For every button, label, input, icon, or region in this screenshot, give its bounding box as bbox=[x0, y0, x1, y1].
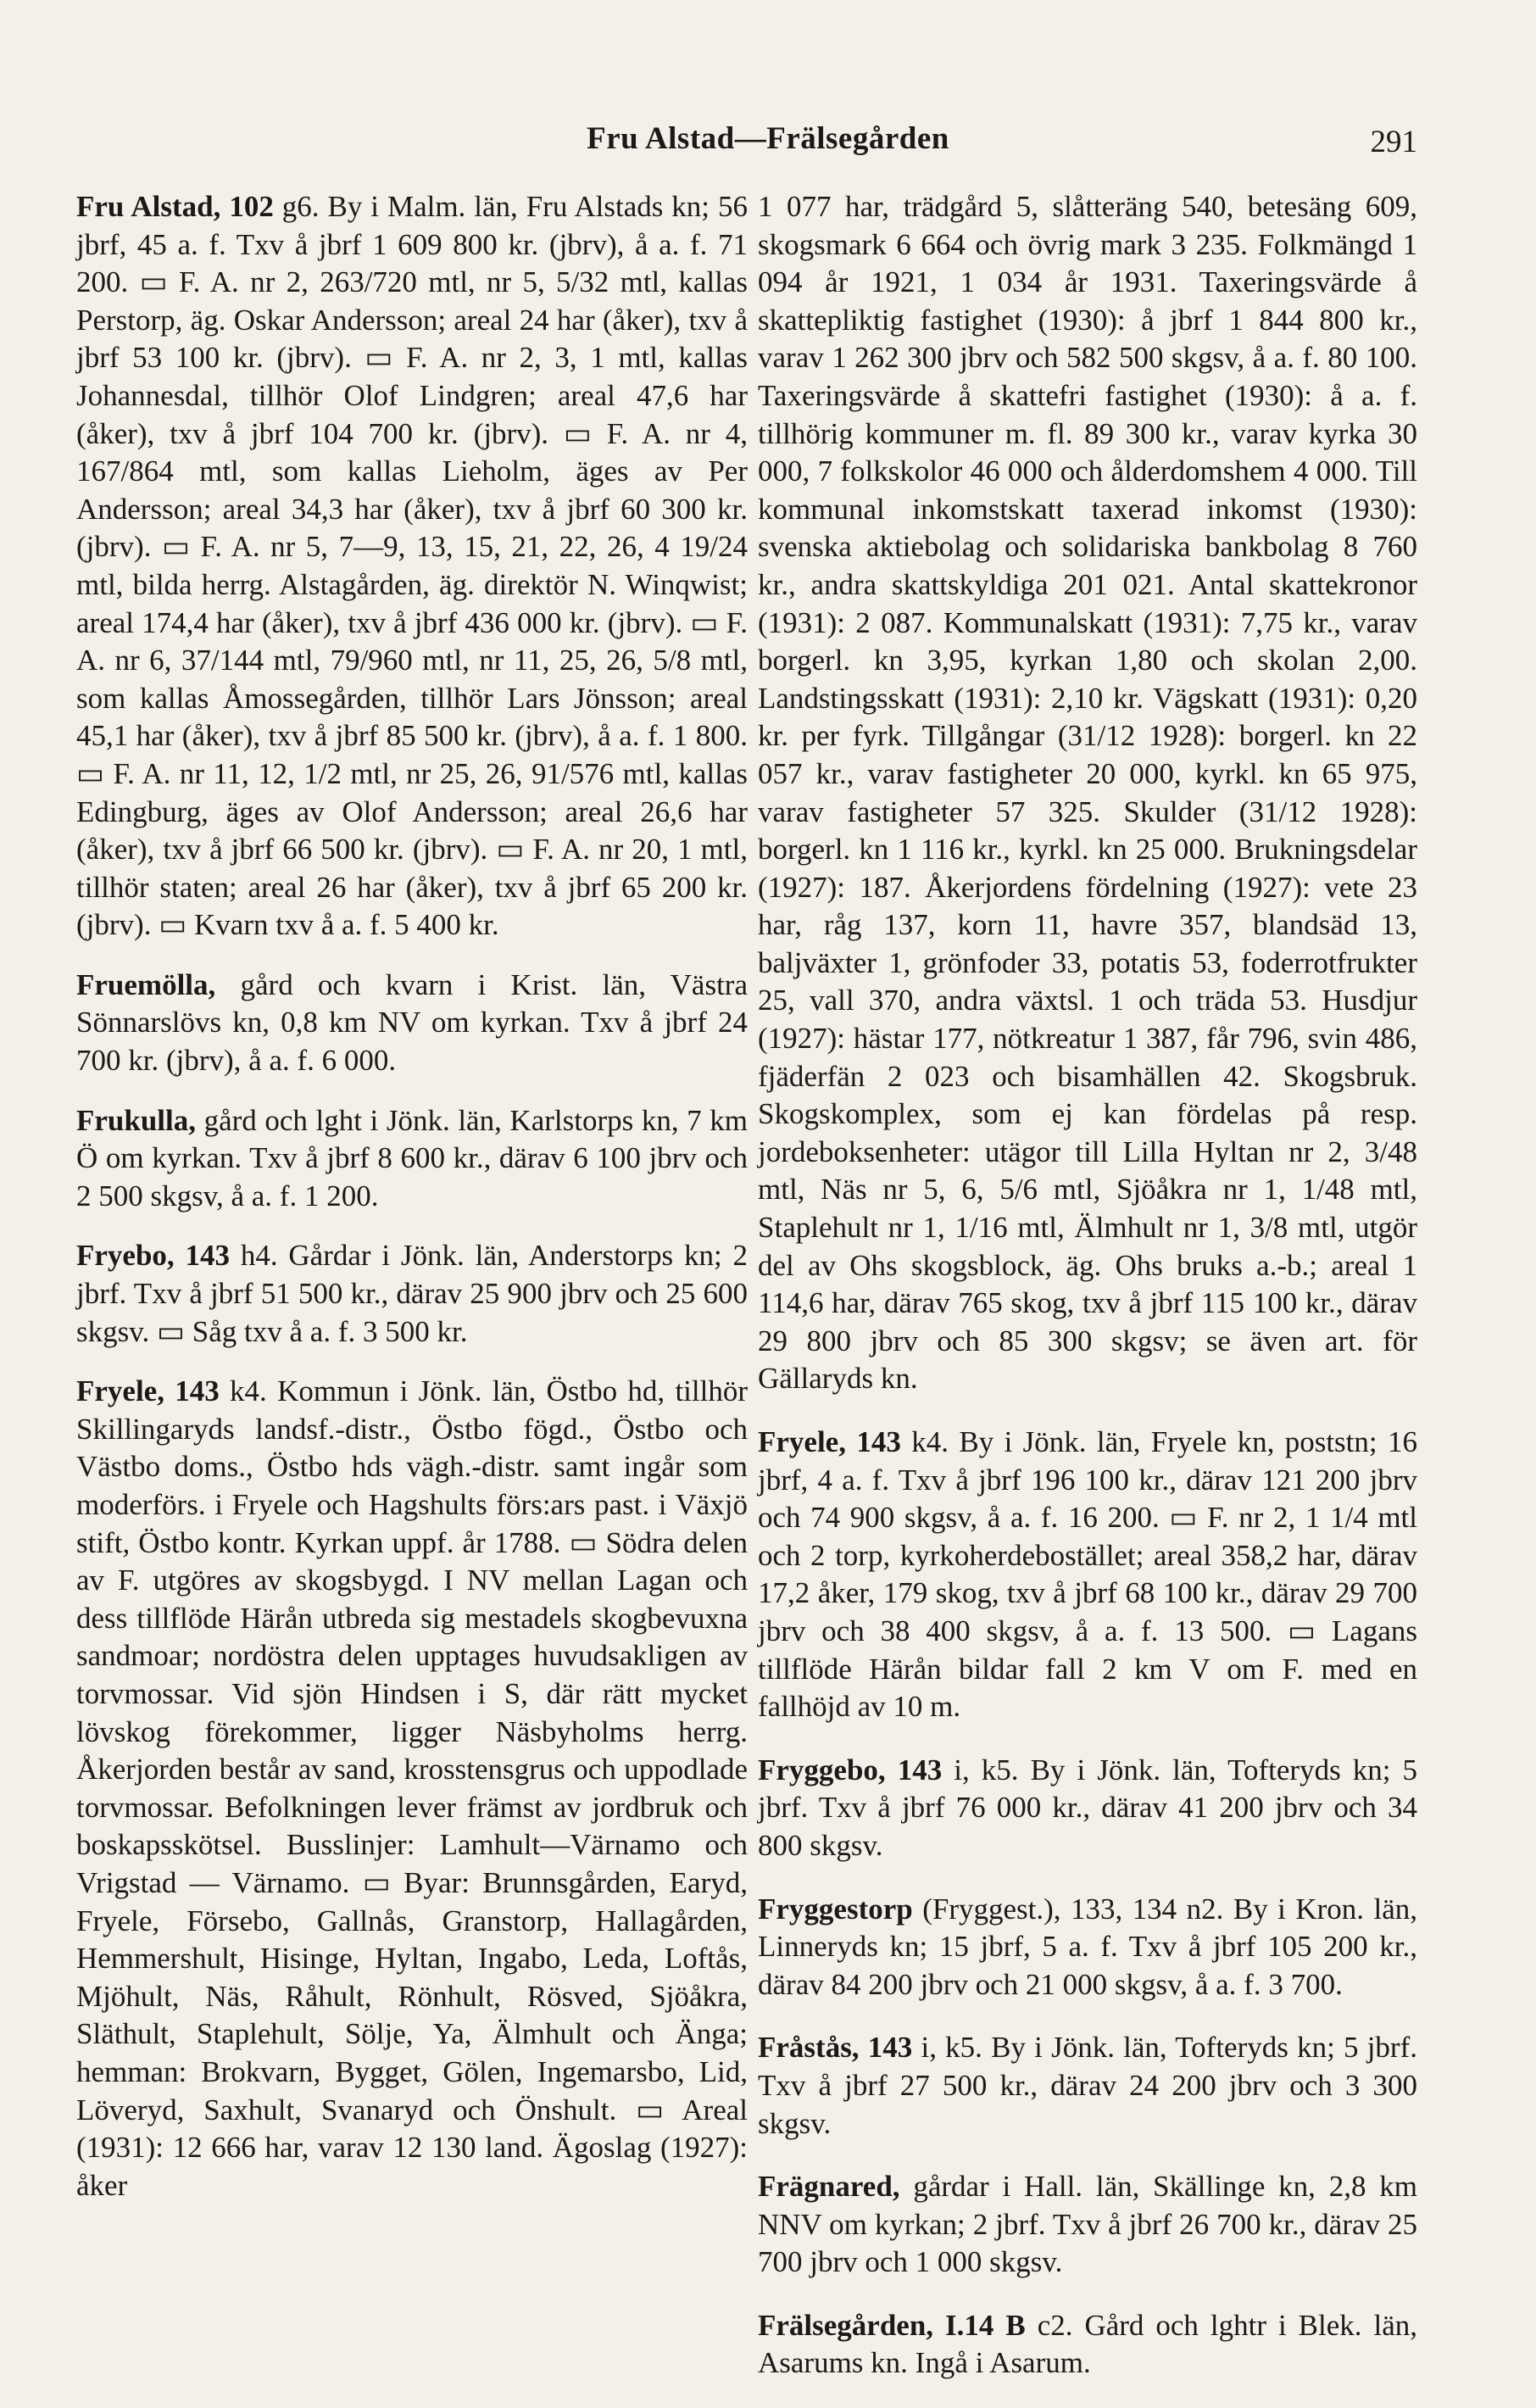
entry-fryele bbox=[76, 1373, 748, 2205]
entry-fru-alstad bbox=[76, 188, 748, 945]
entry-fryele-continued bbox=[758, 188, 1417, 1398]
entry-fryggebo bbox=[758, 1752, 1417, 1865]
entry-headword: Fryggestorp bbox=[758, 1892, 913, 1926]
left-column bbox=[76, 188, 748, 2227]
entry-text: g6. By i Malm. län, Fru Alstads kn; 56 jbrf, 45 a. f. Txv å jbrf 1 609 800 kr. (jbrv), å a. f. 71 200. ▭ F. A. nr 2, 263/720 mtl, nr 5, 5/32 mtl, kallas Perstorp, äg. Oskar Andersson; areal 24 har (åker), txv å jbrf 53 100 kr. (jbrv). ▭ F. A. nr 2, 3, 1 mtl, kallas Johannesdal, tillhör Olof Lindgren; areal 47,6 har (åker), txv å jbrf 104 700 kr. (jbrv). ▭ F. A. nr 4, 167/864 mtl, som kallas Lieholm, äges av Per Andersson; areal 34,3 har (åker), txv å jbrf 60 300 kr. (jbrv). ▭ F. A. nr 5, 7—9, 13, 15, 21, 22, 26, 4 19/24 mtl, bilda herrg. Alstagården, äg. direktör N. Winqwist; areal 174,4 har (åker), txv å jbrf 436 000 kr. (jbrv). ▭ F. A. nr 6, 37/144 mtl, 79/960 mtl, nr 11, 25, 26, 5/8 mtl, som kallas Åmossegården, tillhör Lars Jönsson; areal 45,1 har (åker), txv å jbrf 85 500 kr. (jbrv), å a. f. 1 800. ▭ F. A. nr 11, 12, 1/2 mtl, nr 25, 26, 91/576 mtl, kallas Edingburg, äges av Olof Andersson; areal 26,6 har (åker), txv å jbrf 66 500 kr. (jbrv). ▭ F. A. nr 20, 1 mtl, tillhör staten; areal 26 har (åker), txv å jbrf 65 200 kr. (jbrv). ▭ Kvarn txv å a. f. 5 400 kr. bbox=[76, 190, 748, 942]
entry-text: gårdar i Hall. län, Skällinge kn, 2,8 km NNV om kyrkan; 2 jbrf. Txv å jbrf 26 700 kr., därav 25 700 jbrv och 1 000 skgsv. bbox=[758, 2170, 1417, 2279]
entry-headword: Fryebo, 143 bbox=[76, 1239, 230, 1273]
entry-text: k4. By i Jönk. län, Fryele kn, poststn; 16 jbrf, 4 a. f. Txv å jbrf 196 100 kr., därav 121 200 jbrv och 74 900 skgsv, å a. f. 16 200. ▭ F. nr 2, 1 1/4 mtl och 2 torp, kyrkoherdebostället; areal 358,2 har, därav 17,2 åker, 179 skog, txv å jbrf 68 100 kr., därav 29 700 jbrv och 38 400 skgsv, å a. f. 13 500. ▭ Lagans tillflöde Härån bildar fall 2 km V om F. med en fallhöjd av 10 m. bbox=[758, 1425, 1417, 1724]
entry-headword: Fru Alstad, 102 bbox=[76, 190, 274, 223]
entry-headword: Fryele, 143 bbox=[758, 1425, 901, 1458]
entry-fryggestorp bbox=[758, 1891, 1417, 2004]
entry-text: (Fryggest.), 133, 134 n2. By i Kron. län, Linneryds kn; 15 jbrf, 5 a. f. Txv å jbrf 105 200 kr., därav 84 200 jbrv och 21 000 skgsv, å a. f. 3 700. bbox=[758, 1892, 1417, 2001]
entry-headword: Fruemölla, bbox=[76, 967, 216, 1001]
entry-fralsegarden bbox=[758, 2307, 1417, 2383]
entry-headword: Fryele, 143 bbox=[76, 1374, 220, 1408]
entry-text: k4. Kommun i Jönk. län, Östbo hd, tillhör Skillingaryds landsf.-distr., Östbo fögd., Östbo och Västbo doms., Östbo hds vägh.-distr. samt ingår som moderförs. i Fryele och Hagshults förs:ars past. i Växjö stift, Östbo kontr. Kyrkan uppf. år 1788. ▭ Södra delen av F. utgöres av skogsbygd. I NV mellan Lagan och dess tillflöde Härån utbreda sig mestadels skogbevuxna sandmoar; nordöstra delen upptages huvudsakligen av torvmossar. Vid sjön Hindsen i S, där rätt mycket lövskog förekommer, ligger Näsbyholms herrg. Åkerjorden består av sand, krosstensgrus och uppodlade torvmossar. Befolkningen lever främst av jordbruk och boskapsskötsel. Busslinjer: Lamhult—Värnamo och Vrigstad — Värnamo. ▭ Byar: Brunnsgården, Earyd, Fryele, Försebo, Gallnås, Granstorp, Hallagården, Hemmershult, Hisinge, Hyltan, Ingabo, Leda, Loftås, Mjöhult, Näs, Råhult, Rönhult, Rösved, Sjöåkra, Släthult, Staplehult, Sölje, Ya, Älmhult och Änga; hemman: Brokvarn, Bygget, Gölen, Ingemarsbo, Lid, Löveryd, Saxhult, Svanaryd och Önshult. ▭ Areal (1931): 12 666 har, varav 12 130 land. Ägoslag (1927): åker bbox=[76, 1374, 748, 2202]
entry-fryele-village bbox=[758, 1424, 1417, 1726]
entry-frukulla bbox=[76, 1102, 748, 1216]
entry-frastas bbox=[758, 2029, 1417, 2143]
entry-fragnared bbox=[758, 2168, 1417, 2282]
running-header: Fru Alstad—Frälsegården bbox=[587, 121, 949, 156]
entry-text: h4. Gårdar i Jönk. län, Anderstorps kn; 2 jbrf. Txv å jbrf 51 500 kr., därav 25 900 jbrv och 25 600 skgsv. ▭ Såg txv å a. f. 3 500 kr. bbox=[76, 1239, 748, 1348]
entry-headword: Frukulla, bbox=[76, 1103, 197, 1137]
entry-text: gård och lght i Jönk. län, Karlstorps kn, 7 km Ö om kyrkan. Txv å jbrf 8 600 kr., därav 6 100 jbrv och 2 500 skgsv, å a. f. 1 200. bbox=[76, 1103, 748, 1212]
entry-text: gård och kvarn i Krist. län, Västra Sönnarslövs kn, 0,8 km NV om kyrkan. Txv å jbrf 24 700 kr. (jbrv), å a. f. 6 000. bbox=[76, 967, 748, 1078]
entry-text: i, k5. By i Jönk. län, Tofteryds kn; 5 jbrf. Txv å jbrf 27 500 kr., därav 24 200 jbrv och 3 300 skgsv. bbox=[758, 2031, 1417, 2140]
entry-text: i, k5. By i Jönk. län, Tofteryds kn; 5 jbrf. Txv å jbrf 76 000 kr., därav 41 200 jbrv och 34 800 skgsv. bbox=[758, 1753, 1418, 1862]
entry-headword: Frägnared, bbox=[758, 2170, 900, 2204]
entry-text: c2. Gård och lghtr i Blek. län, Asarums kn. Ingå i Asarum. bbox=[758, 2308, 1417, 2380]
entry-fryebo bbox=[76, 1237, 748, 1351]
entry-headword: Frälsegården, I.14 B bbox=[758, 2308, 1026, 2342]
entry-headword: Fryggebo, 143 bbox=[758, 1753, 943, 1786]
entry-text: 1 077 har, trädgård 5, slåtteräng 540, betesäng 609, skogsmark 6 664 och övrig mark 3 235. Folkmängd 1 094 år 1921, 1 034 år 1931. Taxeringsvärde å skattepliktig fastighet (1930): å jbrf 1 844 800 kr., varav 1 262 300 jbrv och 582 500 skgsv, å a. f. 80 100. Taxeringsvärde å skattefri fastighet (1930): å a. f. tillhörig kommuner m. fl. 89 300 kr., varav kyrka 30 000, 7 folkskolor 46 000 och ålderdomshem 4 000. Till kommunal inkomstskatt taxerad inkomst (1930): svenska aktiebolag och solidariska bankbolag 8 760 kr., andra skattskyldiga 201 021. Antal skattekronor (1931): 2 087. Kommunalskatt (1931): 7,75 kr., varav borgerl. kn 3,95, kyrkan 1,80 och skolan 2,00. Landstingsskatt (1931): 2,10 kr. Vägskatt (1931): 0,20 kr. per fyrk. Tillgångar (31/12 1928): borgerl. kn 22 057 kr., varav fastigheter 20 000, kyrkl. kn 65 975, varav fastigheter 57 325. Skulder (31/12 1928): borgerl. kn 1 116 kr., kyrkl. kn 25 000. Brukningsdelar (1927): 187. Åkerjordens fördelning (1927): vete 23 har, råg 137, korn 11, havre 357, blandsäd 13, baljväxter 1, grönfoder 33, potatis 53, foderrotfrukter 25, vall 370, andra växtsl. 1 och träda 53. Husdjur (1927): hästar 177, nötkreatur 1 387, får 796, svin 486, fjäderfän 2 023 och bisamhällen 42. Skogsbruk. Skogskomplex, som ej kan fördelas på resp. jordeboksenheter: utägor till Lilla Hyltan nr 2, 3/48 mtl, Näs nr 5, 6, 5/6 mtl, Sjöåkra nr 1, 1/48 mtl, Staplehult nr 1, 1/16 mtl, Älmhult nr 1, 3/8 mtl, utgör del av Ohs skogsblock, äg. Ohs bruks a.-b.; areal 1 114,6 har, därav 765 skog, txv å jbrf 115 100 kr., därav 29 800 jbrv och 85 300 skgsv; se även art. för Gällaryds kn. bbox=[758, 190, 1417, 1396]
page-number: 291 bbox=[1370, 125, 1417, 159]
right-column bbox=[758, 188, 1417, 2408]
entry-fruemolla bbox=[76, 967, 748, 1080]
entry-headword: Fråstås, 143 bbox=[758, 2031, 913, 2065]
